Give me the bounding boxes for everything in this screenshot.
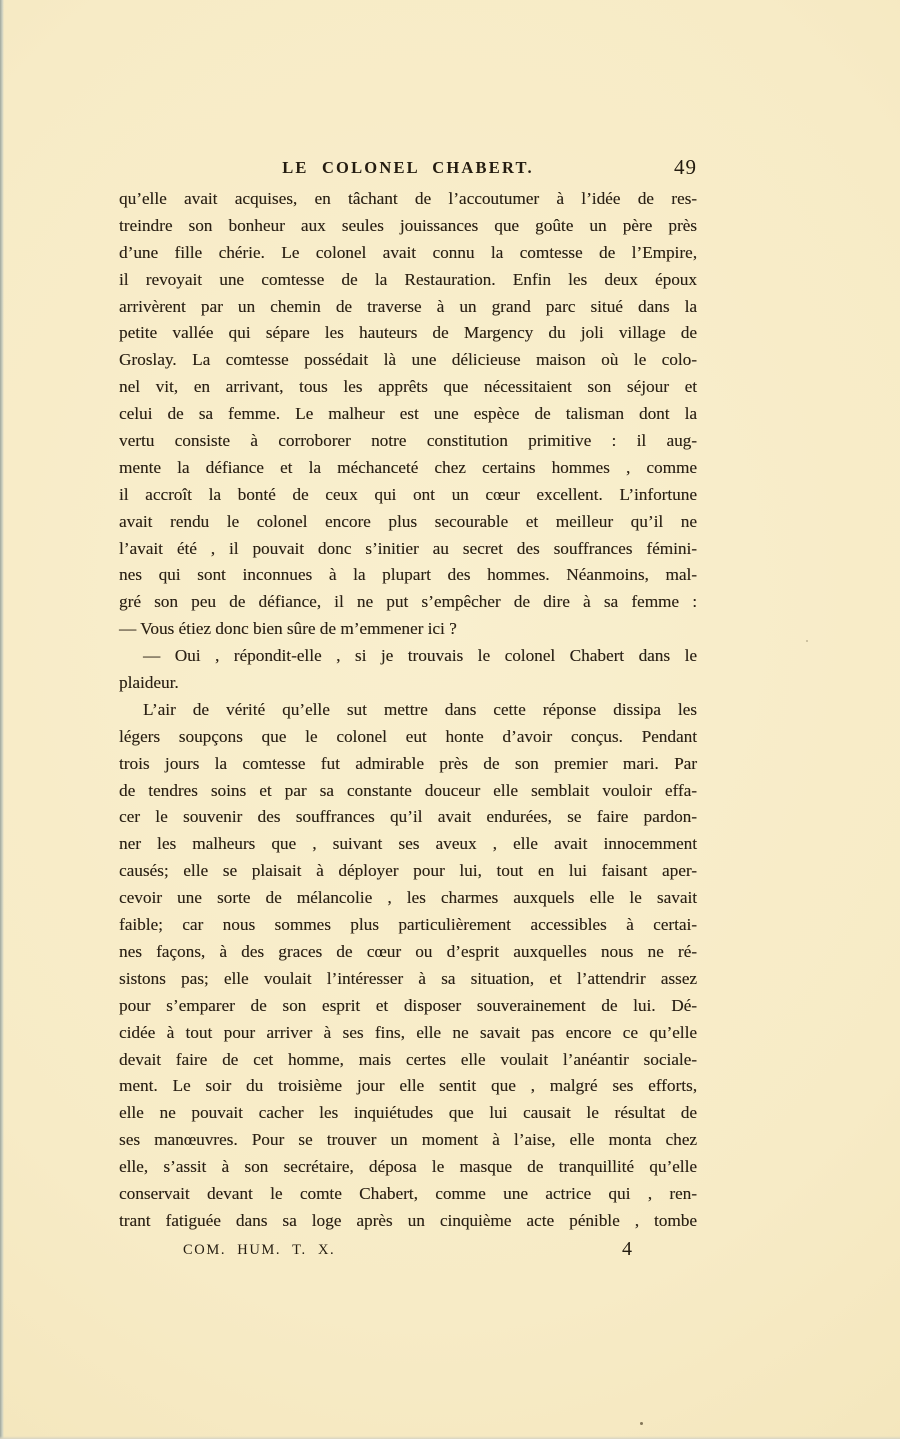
text-line: causés; elle se plaisait à déployer pour lui, tout en lui faisant aper- [119, 861, 697, 881]
running-head [119, 155, 697, 185]
volume-signature: COM. HUM. T. X. [183, 1242, 336, 1258]
text-line: il revoyait une comtesse de la Restauration. Enfin les deux époux [119, 269, 697, 289]
text-line: cer le souvenir des souffrances qu’il avait endurées, se faire pardon- [119, 807, 697, 827]
page-number: 49 [674, 155, 697, 179]
text-line: mente la défiance et la méchanceté chez certains hommes , comme [119, 457, 697, 477]
text-line: l’avait été , il pouvait donc s’initier au secret des souffrances fémini- [119, 538, 697, 558]
paper-speck [530, 250, 532, 252]
text-line: vertu consiste à corroborer notre constitution primitive : il aug- [119, 431, 697, 451]
text-line: qu’elle avait acquises, en tâchant de l’accoutumer à l’idée de res- [119, 189, 697, 208]
scan-edge-left [0, 0, 4, 1439]
text-line: ment. Le soir du troisième jour elle sentit que , malgré ses efforts, [119, 1076, 697, 1096]
text-line: Groslay. La comtesse possédait là une délicieuse maison où le colo- [119, 350, 697, 370]
body-text-block [119, 186, 697, 1235]
page-footer [119, 1238, 697, 1266]
text-line: ses manœuvres. Pour se trouver un moment à l’aise, elle monta chez [119, 1130, 697, 1150]
text-line: cevoir une sorte de mélancolie , les charmes auxquels elle le savait [119, 888, 697, 908]
text-line: treindre son bonheur aux seules jouissances que goûte un père près [119, 215, 697, 235]
text-line: celui de sa femme. Le malheur est une espèce de talisman dont la [119, 404, 697, 424]
gathering-number: 4 [622, 1238, 632, 1260]
text-line: il accroît la bonté de ceux qui ont un cœur excellent. L’infortune [119, 484, 697, 504]
page-title: LE COLONEL CHABERT. [282, 158, 534, 177]
text-line: d’une fille chérie. Le colonel avait connu la comtesse de l’Empire, [119, 242, 697, 262]
text-line: conservait devant le comte Chabert, comme une actrice qui , ren- [119, 1183, 697, 1203]
text-line: plaideur. [119, 673, 179, 693]
text-line: devait faire de cet homme, mais certes elle voulait l’anéantir sociale- [119, 1049, 697, 1069]
text-line: elle ne pouvait cacher les inquiétudes que lui causait le résultat de [119, 1103, 697, 1123]
text-line: arrivèrent par un chemin de traverse à un grand parc situé dans la [119, 296, 697, 316]
text-line: nes qui sont inconnues à la plupart des hommes. Néanmoins, mal- [119, 565, 697, 585]
text-line: nel vit, en arrivant, tous les apprêts que nécessitaient son séjour et [119, 377, 697, 397]
text-line: pour s’emparer de son esprit et disposer souverainement de lui. Dé- [119, 995, 697, 1015]
text-line: avait rendu le colonel encore plus secourable et meilleur qu’il ne [119, 511, 697, 531]
text-line: trant fatiguée dans sa loge après un cinquième acte pénible , tombe [119, 1210, 697, 1230]
text-line: — Vous étiez donc bien sûre de m’emmener ici ? [119, 619, 457, 639]
text-line: — Oui , répondit-elle , si je trouvais le colonel Chabert dans le [143, 646, 697, 666]
text-line: légers soupçons que le colonel eut honte d’avoir conçus. Pendant [119, 726, 697, 746]
text-line: cidée à tout pour arriver à ses fins, elle ne savait pas encore ce qu’elle [119, 1022, 697, 1042]
paper-speck [806, 640, 808, 642]
text-line: de tendres soins et par sa constante douceur elle semblait vouloir effa- [119, 780, 697, 800]
text-line: trois jours la comtesse fut admirable près de son premier mari. Par [119, 753, 697, 773]
text-line: gré son peu de défiance, il ne put s’empêcher de dire à sa femme : [119, 592, 697, 612]
text-line: faible; car nous sommes plus particulièrement accessibles à certai- [119, 915, 697, 935]
text-line: L’air de vérité qu’elle sut mettre dans cette réponse dissipa les [143, 699, 697, 719]
text-line: elle, s’assit à son secrétaire, déposa le masque de tranquillité qu’elle [119, 1157, 697, 1177]
text-line: sistons pas; elle voulait l’intéresser à sa situation, et l’attendrir assez [119, 968, 697, 988]
text-line: nes façons, à des graces de cœur ou d’esprit auxquelles nous ne ré- [119, 941, 697, 961]
text-line: petite vallée qui sépare les hauteurs de Margency du joli village de [119, 323, 697, 343]
text-line: ner les malheurs que , suivant ses aveux , elle avait innocemment [119, 834, 697, 854]
paper-speck [640, 1422, 643, 1425]
